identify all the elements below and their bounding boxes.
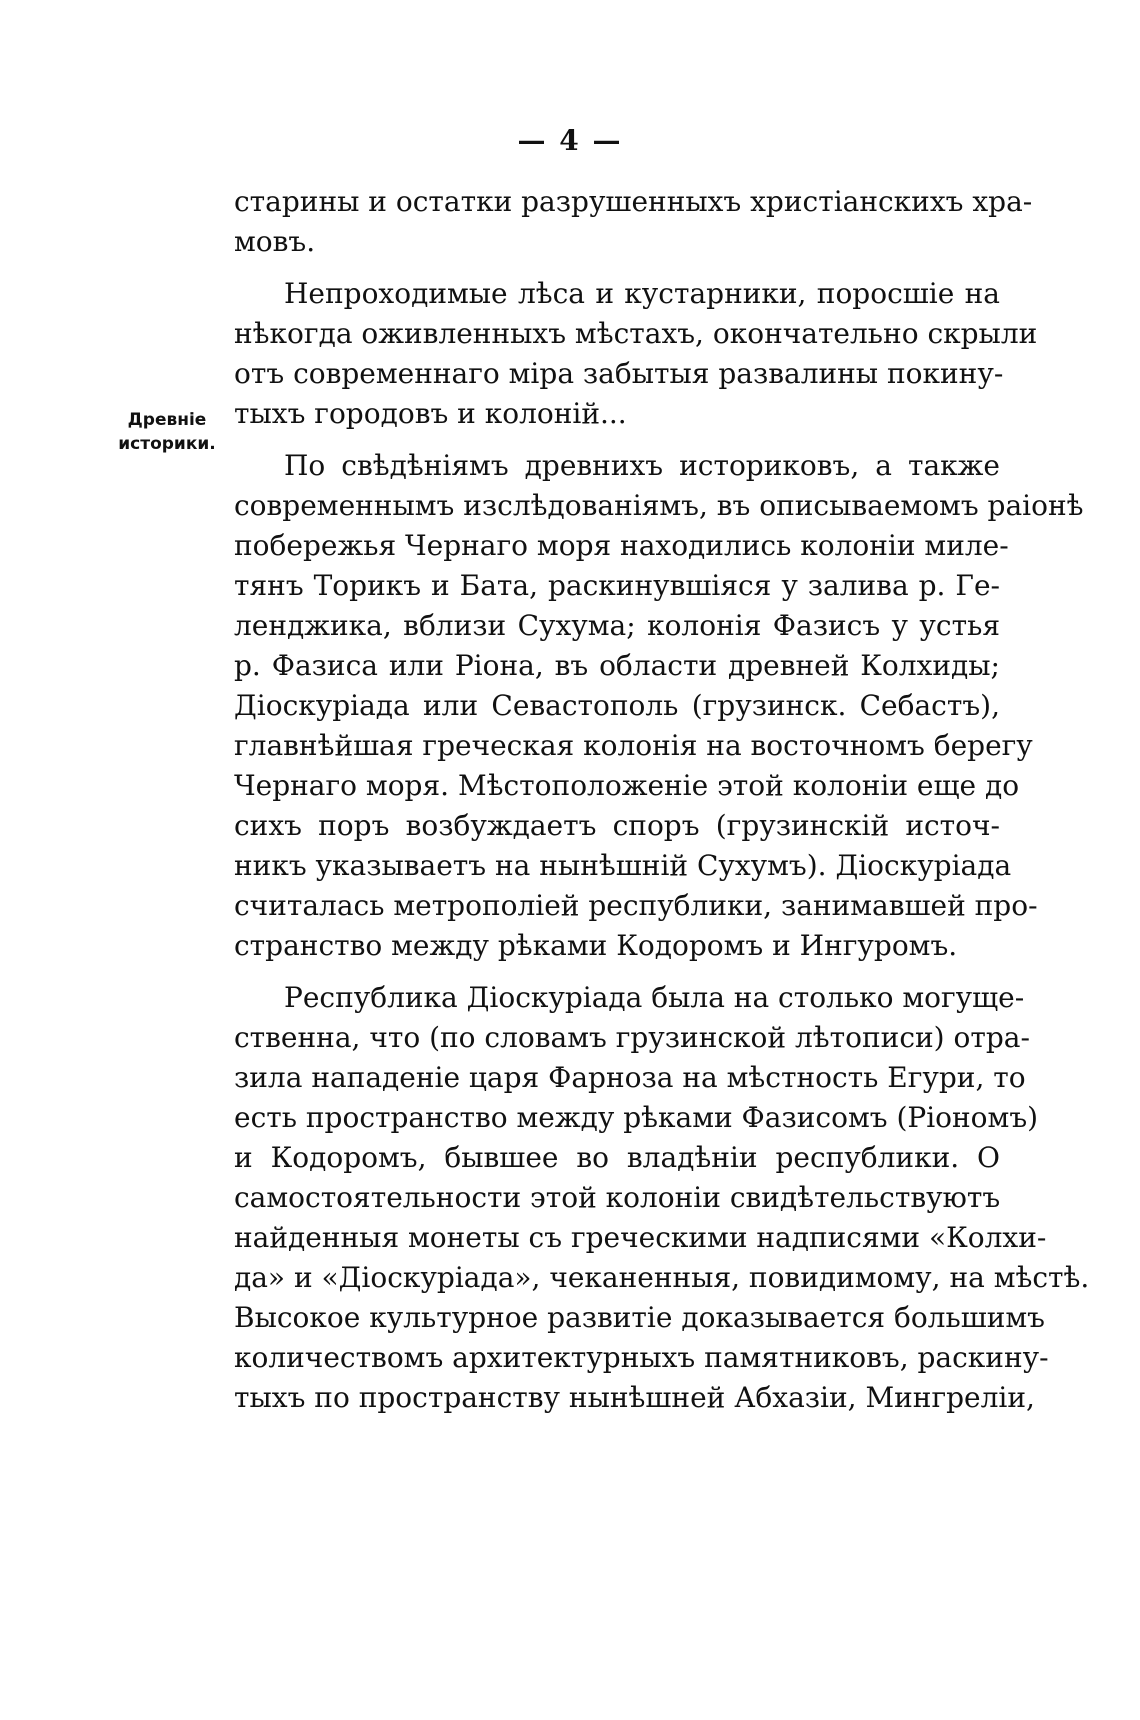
text-line: мовъ.: [234, 225, 316, 258]
text-line: р. Фазиса или Ріона, въ области древней Колхиды;: [234, 649, 1000, 682]
text-line: да» и «Діоскуріада», чеканенныя, повидимому, на мѣстѣ.: [234, 1261, 1090, 1294]
text-line: побережья Чернаго моря находились колоніи миле-: [234, 529, 1009, 562]
paragraph: [234, 446, 1084, 966]
text-line: Высокое культурное развитіе доказывается большимъ: [234, 1301, 1045, 1334]
text-line: Діоскуріада или Севастополь (грузинск. Себастъ),: [234, 689, 1000, 722]
text-line: отъ современнаго міра забытыя развалины покину-: [234, 357, 1004, 390]
page-number: — 4 —: [517, 124, 623, 157]
text-line: никъ указываетъ на нынѣшній Сухумъ). Діоскуріада: [234, 849, 1012, 882]
text-line: Непроходимые лѣса и кустарники, поросшіе на: [284, 277, 1000, 310]
text-line: найденныя монеты съ греческими надписями «Колхи-: [234, 1221, 1047, 1254]
text-line: современнымъ изслѣдованіямъ, въ описываемомъ раіонѣ: [234, 489, 1084, 522]
text-line: тянъ Торикъ и Бата, раскинувшіяся у залива р. Ге-: [234, 569, 1000, 602]
text-line: количествомъ архитектурныхъ памятниковъ, раскину-: [234, 1341, 1049, 1374]
text-line: и Кодоромъ, бывшее во владѣніи республики. О: [234, 1141, 1000, 1174]
text-line: тыхъ по пространству нынѣшней Абхазіи, Мингреліи,: [234, 1381, 1035, 1414]
text-line: есть пространство между рѣками Фазисомъ (Ріономъ): [234, 1101, 1039, 1134]
text-line: ственна, что (по словамъ грузинской лѣтописи) отра-: [234, 1021, 1030, 1054]
text-line: странство между рѣками Кодоромъ и Ингуромъ.: [234, 929, 958, 962]
text-line: По свѣдѣніямъ древнихъ историковъ, а также: [284, 449, 1000, 482]
margin-note-line: Древніе: [127, 410, 207, 430]
text-line: зила нападеніе царя Фарноза на мѣстность Егури, то: [234, 1061, 1026, 1094]
text-line: Республика Діоскуріада была на столько могуще-: [284, 981, 1025, 1014]
margin-note-line: историки.: [118, 434, 216, 454]
text-line: считалась метрополіей республики, занимавшей про-: [234, 889, 1038, 922]
text-line: тыхъ городовъ и колоній...: [234, 397, 627, 430]
body-text: [234, 182, 1090, 1418]
text-line: нѣкогда оживленныхъ мѣстахъ, окончательно скрыли: [234, 317, 1038, 350]
text-line: сихъ поръ возбуждаетъ споръ (грузинскій источ-: [234, 809, 1000, 842]
margin-note: [112, 408, 222, 456]
paragraph: [234, 978, 1090, 1418]
text-line: старины и остатки разрушенныхъ христіанскихъ хра-: [234, 185, 1033, 218]
text-line: Чернаго моря. Мѣстоположеніе этой колоніи еще до: [234, 769, 1020, 802]
text-line: главнѣйшая греческая колонія на восточномъ берегу: [234, 729, 1033, 762]
paragraph: [234, 274, 1038, 434]
text-line: самостоятельности этой колоніи свидѣтельствуютъ: [234, 1181, 1001, 1214]
paragraph: [234, 182, 1033, 262]
text-line: ленджика, вблизи Сухума; колонія Фазисъ у устья: [234, 609, 1000, 642]
